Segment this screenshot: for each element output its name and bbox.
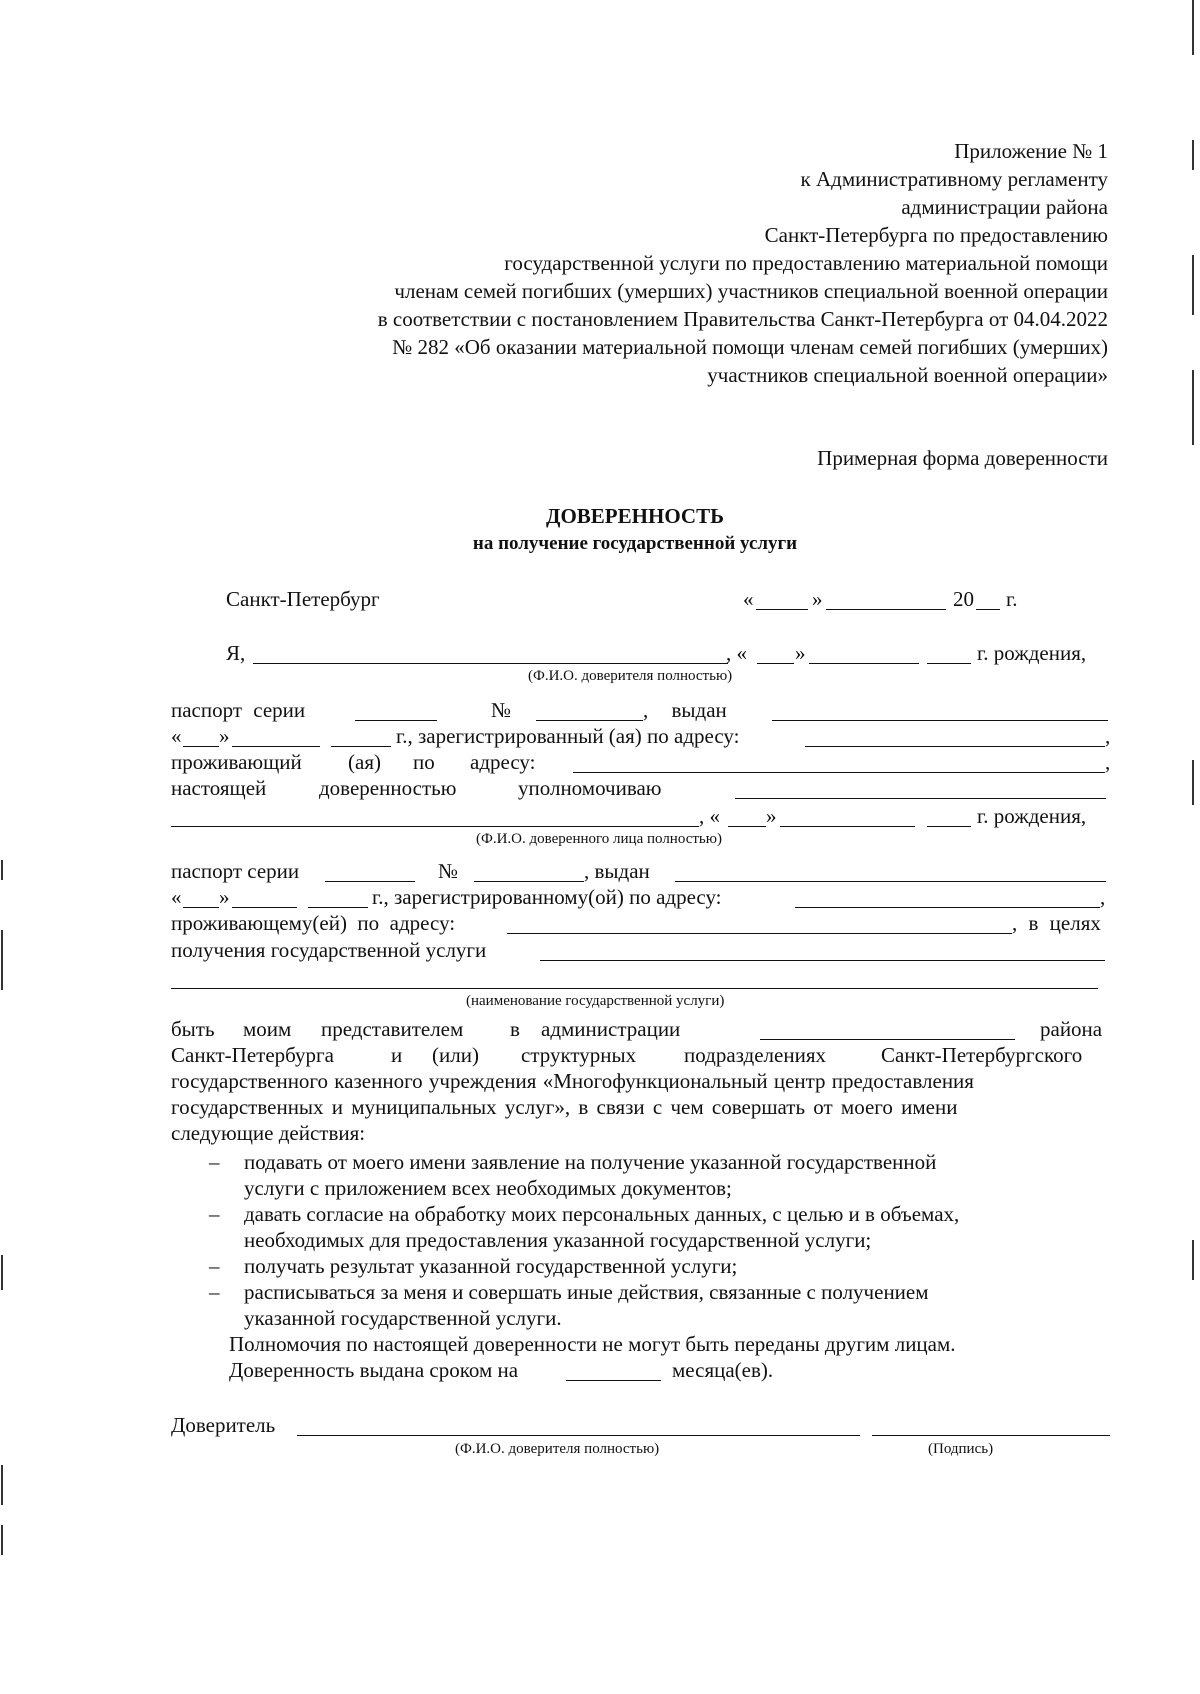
scan-edge-mark bbox=[1192, 370, 1194, 445]
body-line: следующие действия: bbox=[171, 1121, 366, 1145]
authorize-word: уполномочиваю bbox=[518, 776, 662, 800]
list-bullet: – bbox=[209, 1202, 220, 1226]
header-line: администрации района bbox=[901, 195, 1108, 219]
term-months-blank[interactable] bbox=[566, 1380, 661, 1381]
scan-edge-mark bbox=[1, 1525, 3, 1555]
agent-birth-month-blank[interactable] bbox=[780, 826, 915, 827]
header-line: № 282 «Об оказании материальной помощи членам семей погибших (умерших) bbox=[392, 335, 1108, 359]
agent-fio-blank[interactable] bbox=[171, 826, 699, 827]
principal-birth-year-blank[interactable] bbox=[927, 663, 971, 664]
residing-word: (ая) bbox=[348, 750, 381, 774]
date-quote-close: » bbox=[812, 587, 823, 611]
signature-fio-caption: (Ф.И.О. доверителя полностью) bbox=[455, 1441, 660, 1457]
principal-fio-blank[interactable] bbox=[253, 663, 728, 664]
quote-close: » bbox=[219, 885, 230, 909]
term-prefix: Доверенность выдана сроком на bbox=[229, 1358, 519, 1382]
list-item: указанной государственной услуги. bbox=[244, 1306, 562, 1330]
service-caption: (наименование государственной услуги) bbox=[466, 993, 725, 1009]
authorize-word: доверенностью bbox=[319, 776, 457, 800]
body-word: в bbox=[510, 1017, 520, 1041]
agent-number-blank[interactable] bbox=[474, 881, 584, 882]
list-bullet: – bbox=[209, 1280, 220, 1304]
registered-label: г., зарегистрированному(ой) по адресу: bbox=[372, 885, 722, 909]
agent-birth-day-blank[interactable] bbox=[728, 826, 766, 827]
no-transfer-text: Полномочия по настоящей доверенности не могут быть переданы другим лицам. bbox=[229, 1332, 956, 1356]
signature-label: Доверитель bbox=[171, 1413, 276, 1437]
list-item: подавать от моего имени заявление на получение указанной государственной bbox=[244, 1150, 937, 1174]
body-word: района bbox=[1040, 1017, 1103, 1041]
agent-issued-blank[interactable] bbox=[675, 881, 1106, 882]
agent-birth-year-blank[interactable] bbox=[927, 826, 971, 827]
number-sign: № bbox=[491, 698, 512, 722]
comma: , bbox=[1105, 724, 1111, 748]
authorize-tail-blank[interactable] bbox=[735, 798, 1106, 799]
service-name-blank[interactable] bbox=[540, 960, 1105, 961]
agent-series-blank[interactable] bbox=[325, 881, 415, 882]
list-item: необходимых для предоставления указанной государственной услуги; bbox=[244, 1228, 872, 1252]
day-blank[interactable] bbox=[756, 609, 808, 610]
list-bullet: – bbox=[209, 1254, 220, 1278]
principal-issue-month-blank[interactable] bbox=[232, 746, 320, 747]
list-item: давать согласие на обработку моих персональных данных, с целью и в объемах, bbox=[244, 1202, 960, 1226]
number-sign: № bbox=[438, 859, 459, 883]
quote-open: « bbox=[171, 724, 182, 748]
administration-district-blank[interactable] bbox=[760, 1039, 1015, 1040]
principal-issue-year-blank[interactable] bbox=[331, 746, 391, 747]
body-line: государственного казенного учреждения «Многофункциональный центр предоставления bbox=[171, 1069, 974, 1093]
term-suffix: месяца(ев). bbox=[672, 1358, 774, 1382]
ya-label: Я, bbox=[226, 641, 246, 665]
month-blank[interactable] bbox=[826, 609, 946, 610]
scan-edge-mark bbox=[1192, 140, 1194, 170]
quote-close: » bbox=[795, 641, 806, 665]
quote-open: « bbox=[171, 885, 182, 909]
body-word: моим bbox=[243, 1017, 292, 1041]
year-prefix: 20 bbox=[953, 587, 974, 611]
scan-edge-mark bbox=[1, 860, 3, 880]
principal-residence-blank[interactable] bbox=[573, 772, 1105, 773]
header-line: Санкт-Петербурга по предоставлению bbox=[764, 223, 1108, 247]
principal-registered-address-blank[interactable] bbox=[805, 746, 1105, 747]
body-word: подразделениях bbox=[684, 1043, 826, 1067]
comma-quote: , « bbox=[699, 804, 720, 828]
body-word: Санкт-Петербургского bbox=[881, 1043, 1083, 1067]
principal-series-blank[interactable] bbox=[355, 720, 437, 721]
agent-fio-caption: (Ф.И.О. доверенного лица полностью) bbox=[476, 831, 722, 847]
list-item: расписываться за меня и совершать иные действия, связанные с получением bbox=[244, 1280, 929, 1304]
residing-word: адресу: bbox=[470, 750, 536, 774]
scan-edge-mark bbox=[1, 930, 3, 990]
city: Санкт-Петербург bbox=[226, 587, 380, 611]
comma: , bbox=[1105, 750, 1111, 774]
passport-series-label: паспорт серии bbox=[171, 698, 306, 722]
body-word: (или) bbox=[432, 1043, 479, 1067]
birth-label: г. рождения, bbox=[977, 804, 1087, 828]
service-name-blank-2[interactable] bbox=[171, 988, 1098, 989]
header-line: членам семей погибших (умерших) участников специальной военной операции bbox=[394, 279, 1108, 303]
scan-edge-mark bbox=[1, 1465, 3, 1505]
date-quote-open: « bbox=[743, 587, 754, 611]
agent-issue-year-blank[interactable] bbox=[308, 907, 368, 908]
scan-edge-mark bbox=[1192, 760, 1194, 805]
agent-registered-address-blank[interactable] bbox=[795, 907, 1100, 908]
body-word: представителем bbox=[321, 1017, 464, 1041]
passport-series-label: паспорт серии bbox=[171, 859, 300, 883]
agent-residing-label: проживающему(ей) по адресу: bbox=[171, 911, 456, 935]
header-line: участников специальной военной операции» bbox=[707, 363, 1108, 387]
signature-sign-blank[interactable] bbox=[872, 1435, 1110, 1436]
agent-residence-blank[interactable] bbox=[507, 933, 1012, 934]
header-line: в соответствии с постановлением Правительства Санкт-Петербурга от 04.04.2022 bbox=[377, 307, 1108, 331]
service-for-label: получения государственной услуги bbox=[171, 938, 487, 962]
list-item: получать результат указанной государственной услуги; bbox=[244, 1254, 738, 1278]
purpose-label: , в целях bbox=[1012, 911, 1101, 935]
body-word: быть bbox=[171, 1017, 215, 1041]
year-blank[interactable] bbox=[976, 609, 1000, 610]
header-line: государственной услуги по предоставлению материальной помощи bbox=[504, 251, 1108, 275]
principal-fio-caption: (Ф.И.О. доверителя полностью) bbox=[528, 668, 733, 684]
comma-quote: , « bbox=[726, 641, 747, 665]
principal-issued-blank[interactable] bbox=[772, 720, 1108, 721]
document-subtitle: на получение государственной услуги bbox=[472, 533, 798, 554]
quote-close: » bbox=[766, 804, 777, 828]
residing-word: проживающий bbox=[171, 750, 302, 774]
list-item: услуги с приложением всех необходимых документов; bbox=[244, 1176, 732, 1200]
body-line: государственных и муниципальных услуг», в связи с чем совершать от моего имени bbox=[171, 1095, 958, 1119]
scan-edge-mark bbox=[1192, 0, 1194, 55]
principal-birth-day-blank[interactable] bbox=[757, 663, 794, 664]
body-word: и bbox=[391, 1043, 403, 1067]
signature-fio-blank[interactable] bbox=[297, 1435, 860, 1436]
principal-birth-month-blank[interactable] bbox=[809, 663, 919, 664]
birth-label: г. рождения, bbox=[977, 641, 1087, 665]
agent-issue-month-blank[interactable] bbox=[232, 907, 297, 908]
header-line: к Административному регламенту bbox=[800, 167, 1108, 191]
authorize-word: настоящей bbox=[171, 776, 267, 800]
body-word: администрации bbox=[541, 1017, 681, 1041]
scan-edge-mark bbox=[1192, 255, 1194, 315]
appendix-number: Приложение № 1 bbox=[954, 139, 1108, 163]
list-bullet: – bbox=[209, 1150, 220, 1174]
document-title: ДОВЕРЕННОСТЬ bbox=[546, 504, 724, 528]
principal-issue-day-blank[interactable] bbox=[183, 746, 219, 747]
principal-number-blank[interactable] bbox=[536, 720, 643, 721]
body-word: структурных bbox=[521, 1043, 637, 1067]
scan-edge-mark bbox=[1192, 1240, 1194, 1280]
scan-edge-mark bbox=[1, 1255, 3, 1290]
issued-label: , выдан bbox=[643, 698, 727, 722]
form-note: Примерная форма доверенности bbox=[817, 446, 1108, 470]
quote-close: » bbox=[219, 724, 230, 748]
issued-label: , выдан bbox=[584, 859, 650, 883]
body-word: Санкт-Петербурга bbox=[171, 1043, 334, 1067]
residing-word: по bbox=[413, 750, 435, 774]
agent-issue-day-blank[interactable] bbox=[183, 907, 219, 908]
year-suffix: г. bbox=[1006, 587, 1018, 611]
signature-sign-caption: (Подпись) bbox=[928, 1441, 994, 1457]
comma: , bbox=[1100, 885, 1106, 909]
registered-label: г., зарегистрированный (ая) по адресу: bbox=[396, 724, 740, 748]
